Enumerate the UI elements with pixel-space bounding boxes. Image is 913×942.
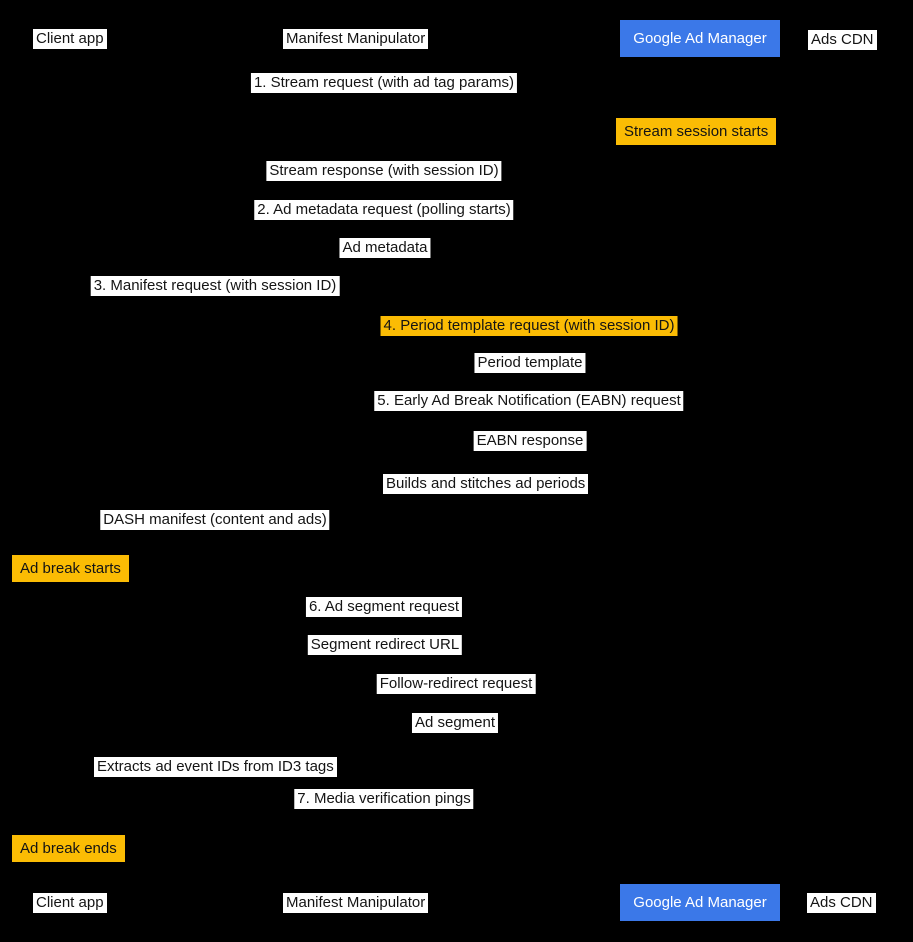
actor-ads-cdn-top: Ads CDN xyxy=(808,30,877,50)
message-eabn-response: EABN response xyxy=(474,431,587,451)
message-ad-metadata: Ad metadata xyxy=(339,238,430,258)
message-stream-request: 1. Stream request (with ad tag params) xyxy=(251,73,517,93)
message-eabn-request: 5. Early Ad Break Notification (EABN) request xyxy=(374,391,683,411)
message-ad-metadata-request: 2. Ad metadata request (polling starts) xyxy=(254,200,513,220)
message-media-verification-pings: 7. Media verification pings xyxy=(294,789,473,809)
actor-google-ad-manager-bottom: Google Ad Manager xyxy=(620,884,780,921)
actor-client-app-top: Client app xyxy=(33,29,107,49)
message-period-template: Period template xyxy=(474,353,585,373)
self-action-builds-stitches: Builds and stitches ad periods xyxy=(383,474,588,494)
message-period-template-request: 4. Period template request (with session ID) xyxy=(381,316,678,336)
actor-client-app-bottom: Client app xyxy=(33,893,107,913)
self-action-extracts-id3: Extracts ad event IDs from ID3 tags xyxy=(94,757,337,777)
message-segment-redirect-url: Segment redirect URL xyxy=(308,635,462,655)
message-dash-manifest: DASH manifest (content and ads) xyxy=(100,510,329,530)
actor-google-ad-manager-top: Google Ad Manager xyxy=(620,20,780,57)
message-ad-segment: Ad segment xyxy=(412,713,498,733)
message-ad-segment-request: 6. Ad segment request xyxy=(306,597,462,617)
note-stream-session-starts: Stream session starts xyxy=(616,118,776,145)
note-ad-break-ends: Ad break ends xyxy=(12,835,125,862)
message-follow-redirect-request: Follow-redirect request xyxy=(377,674,536,694)
message-stream-response: Stream response (with session ID) xyxy=(266,161,501,181)
actor-ads-cdn-bottom: Ads CDN xyxy=(807,893,876,913)
message-manifest-request: 3. Manifest request (with session ID) xyxy=(91,276,340,296)
actor-manifest-manipulator-bottom: Manifest Manipulator xyxy=(283,893,428,913)
note-ad-break-starts: Ad break starts xyxy=(12,555,129,582)
actor-manifest-manipulator-top: Manifest Manipulator xyxy=(283,29,428,49)
